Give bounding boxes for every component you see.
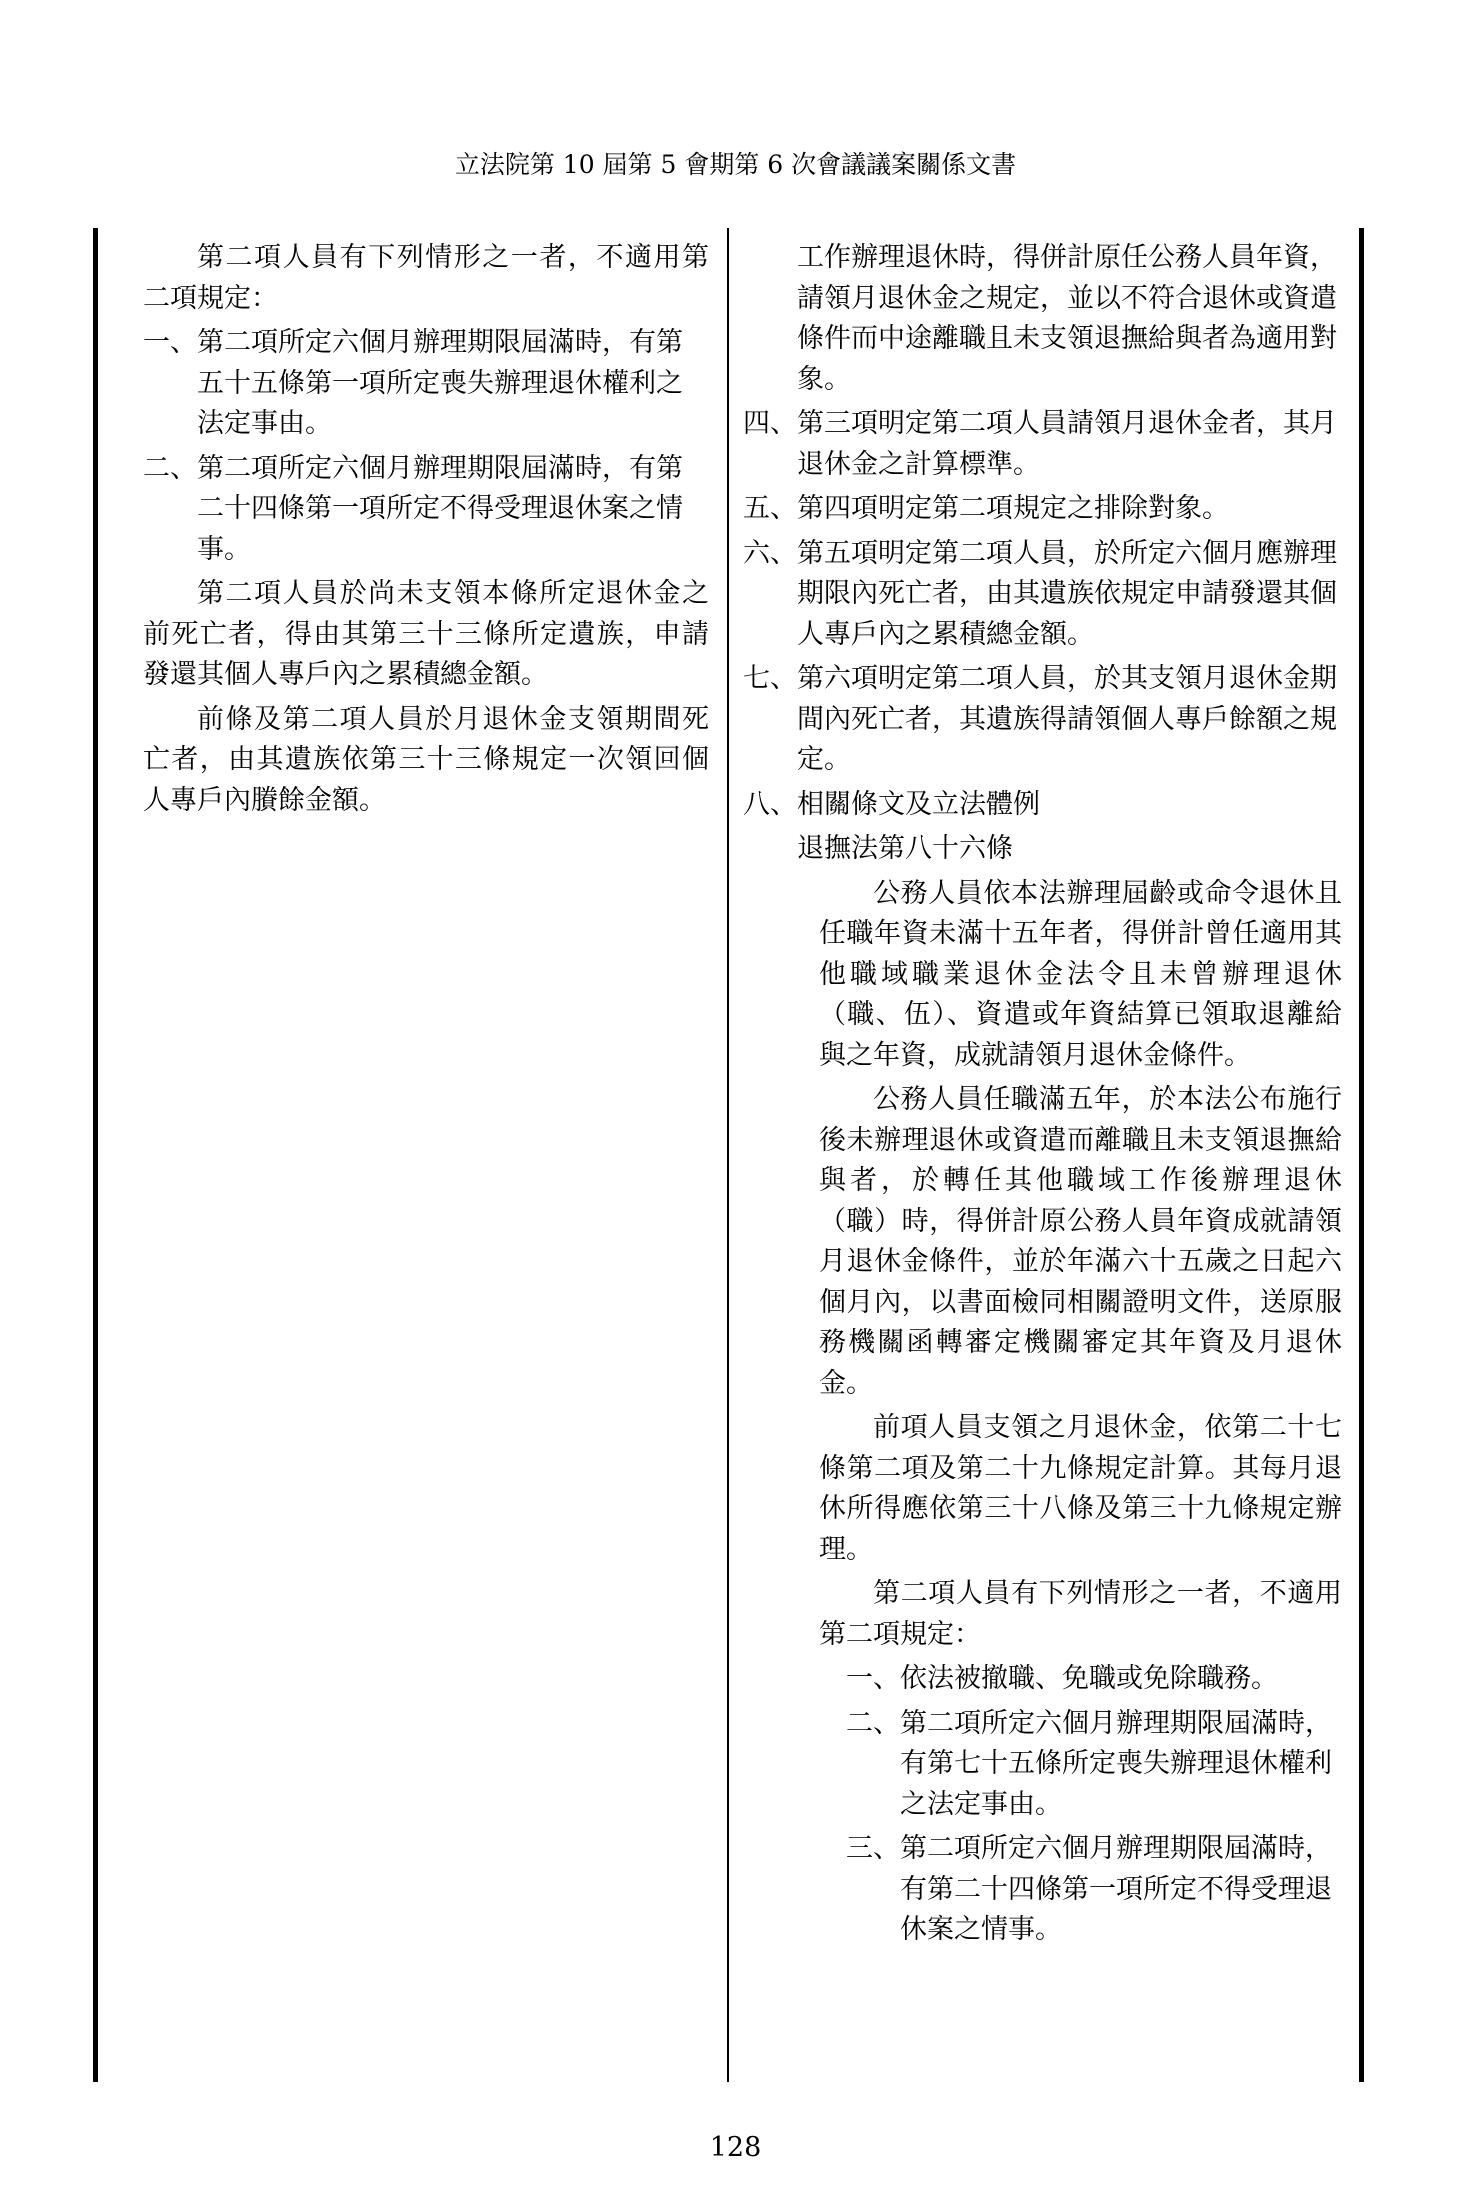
right-border-rule <box>1359 228 1364 2082</box>
quote-paragraph-2: 公務人員任職滿五年，於本法公布施行後未辦理退休或資遣而離職且未支領退撫給與者，於轉任其他職域工作後辦理退休（職）時，得併計原公務人員年資成就請領月退休金條件，並於年滿六十五歲之日起六個月內，以書面檢同相關證明文件，送原服務機關函轉審定機關審定其年資及月退休金。 <box>819 1084 1342 1399</box>
quote-paragraph-4: 第二項人員有下列情形之一者，不適用第二項規定： <box>819 1578 1342 1650</box>
right-item-7-text: 第六項明定第二項人員，於其支領月退休金期間內死亡者，其遺族得請領個人專戶餘額之規定。 <box>797 663 1337 775</box>
right-item-5 <box>743 489 1342 530</box>
right-column <box>743 238 1342 1955</box>
right-item-8-label: 八、 <box>743 788 797 820</box>
right-item-8-text: 相關條文及立法體例 <box>797 788 1040 820</box>
left-item-1 <box>143 323 709 445</box>
left-paragraph-2: 第二項人員於尚未支領本條所定退休金之前死亡者，得由其第三十三條所定遺族，申請發還其個人專戶內之累積總金額。 <box>143 578 709 690</box>
quote-item-3-text: 第二項所定六個月辦理期限屆滿時，有第二十四條第一項所定不得受理退休案之情事。 <box>900 1833 1332 1945</box>
right-item-7-label: 七、 <box>743 663 797 694</box>
left-item-2-text: 第二項所定六個月辦理期限屆滿時，有第二十四條第一項所定不得受理退休案之情事。 <box>197 452 683 565</box>
right-item-5-label: 五、 <box>743 493 797 524</box>
left-border-rule <box>93 228 98 2082</box>
left-item-1-label: 一、 <box>143 327 197 358</box>
right-item-7 <box>743 659 1342 781</box>
quote-item-2-label: 二、 <box>846 1707 900 1739</box>
right-item-6-text: 第五項明定第二項人員，於所定六個月應辦理期限內死亡者，由其遺族依規定申請發還其個人專戶內之累積總金額。 <box>797 537 1337 650</box>
right-item-8 <box>743 785 1342 826</box>
left-paragraph-3: 前條及第二項人員於月退休金支領期間死亡者，由其遺族依第三十三條規定一次領回個人專戶內賸餘金額。 <box>143 703 709 816</box>
left-item-1-text: 第二項所定六個月辦理期限屆滿時，有第五十五條第一項所定喪失辦理退休權利之法定事由。 <box>197 327 683 439</box>
quote-item-1-text: 依法被撤職、免職或免除職務。 <box>900 1663 1278 1694</box>
right-item-6-label: 六、 <box>743 537 797 569</box>
right-item-4 <box>743 404 1342 485</box>
quote-item-3-label: 三、 <box>846 1833 900 1864</box>
page-header: 立法院第 10 屆第 5 會期第 6 次會議議案關係文書 <box>454 150 1017 179</box>
quote-item-3 <box>819 1829 1342 1951</box>
quote-item-2 <box>819 1704 1342 1826</box>
quote-item-2-text: 第二項所定六個月辦理期限屆滿時，有第七十五條所定喪失辦理退休權利之法定事由。 <box>900 1707 1332 1820</box>
quote-paragraph-1: 公務人員依本法辦理屆齡或命令退休且任職年資未滿十五年者，得併計曾任適用其他職域職業退休金法令且未曾辦理退休（職、伍）、資遣或年資結算已領取退離給與之年資，成就請領月退休金條件。 <box>819 877 1342 1071</box>
column-divider-rule <box>727 228 729 2082</box>
right-item-6 <box>743 534 1342 656</box>
left-item-2-label: 二、 <box>143 452 197 484</box>
law-article-title: 退撫法第八十六條 <box>797 833 1013 864</box>
right-item-5-text: 第四項明定第二項規定之排除對象。 <box>797 493 1229 524</box>
quote-item-1-label: 一、 <box>846 1663 900 1694</box>
right-item-4-label: 四、 <box>743 408 797 439</box>
quoted-law-text <box>819 874 1342 1951</box>
quote-paragraph-3: 前項人員支領之月退休金，依第二十七條第二項及第二十九條規定計算。其每月退休所得應依第三十八條及第三十九條規定辦理。 <box>819 1412 1342 1565</box>
left-paragraph-1: 第二項人員有下列情形之一者，不適用第二項規定： <box>143 242 709 314</box>
left-item-2 <box>143 449 709 571</box>
left-column <box>143 238 709 825</box>
right-item-4-text: 第三項明定第二項人員請領月退休金者，其月退休金之計算標準。 <box>797 408 1337 480</box>
quote-item-1 <box>819 1659 1342 1700</box>
page-number: 128 <box>709 2132 762 2163</box>
right-continuation: 工作辦理退休時，得併計原任公務人員年資，請領月退休金之規定，並以不符合退休或資遣條件而中途離職且未支領退撫給與者為適用對象。 <box>797 242 1337 395</box>
